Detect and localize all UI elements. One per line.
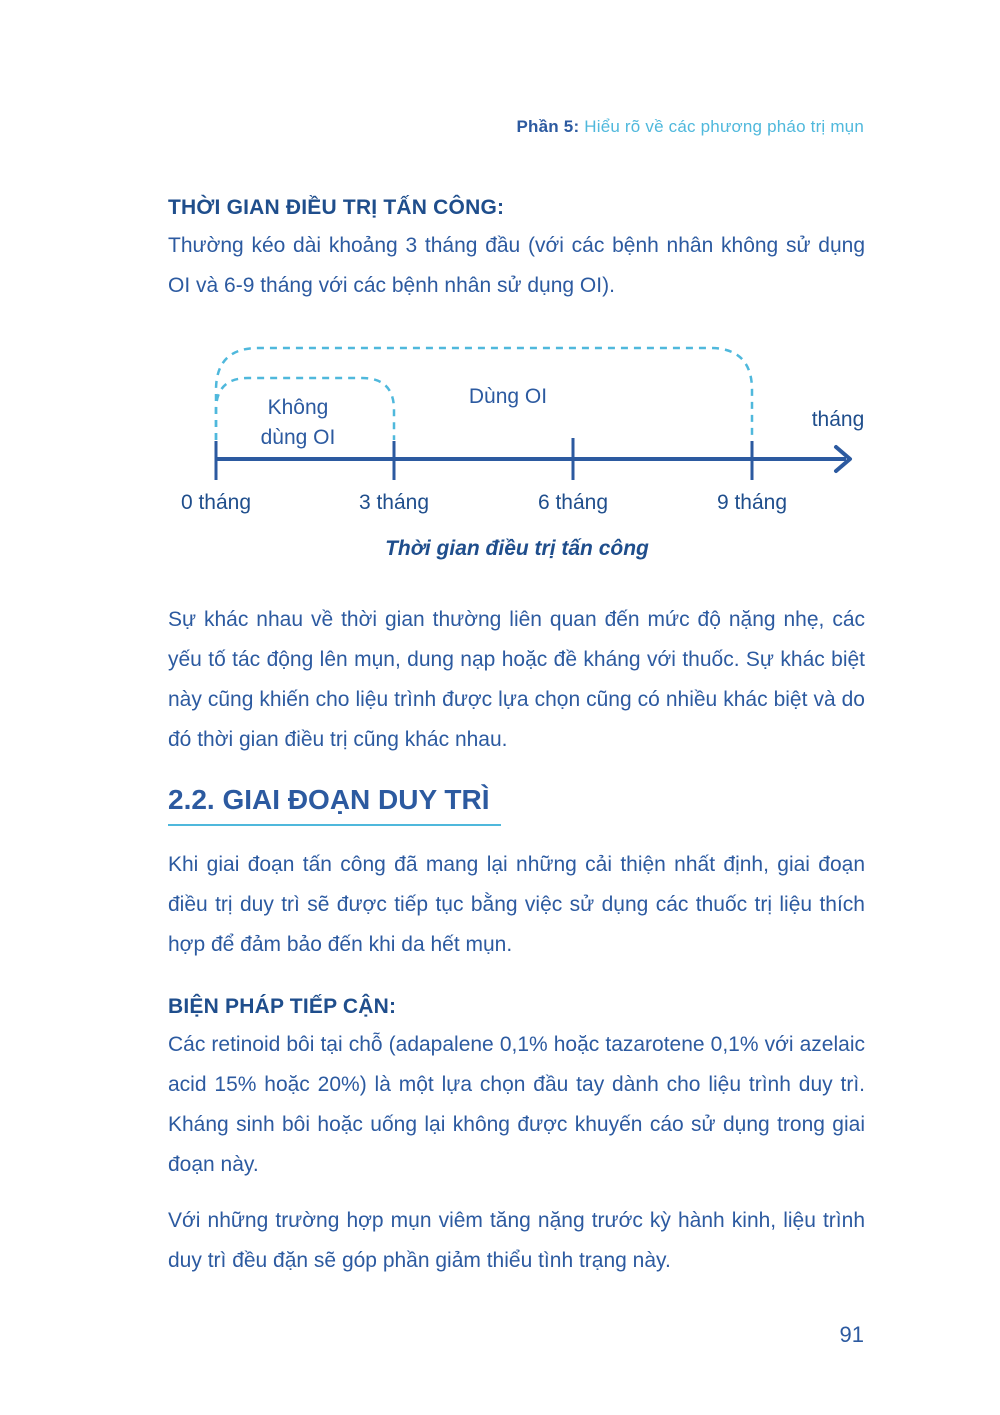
- tick-label-6: 6 tháng: [537, 491, 609, 514]
- attack-text: Thường kéo dài khoảng 3 tháng đầu (với các bệnh nhân không sử dụng OI và 6-9 tháng với các bệnh nhân sử dụng OI).: [168, 234, 865, 297]
- page-number: 91: [839, 1322, 864, 1347]
- diff-section: [168, 600, 865, 760]
- bracket-oi-label: Dùng OI: [468, 385, 548, 408]
- diagram-caption: Thời gian điều trị tấn công: [385, 537, 649, 560]
- approach-text-2: Với những trường hợp mụn viêm tăng nặng trước kỳ hành kinh, liệu trình duy trì đều đặn sẽ góp phần giảm thiểu tình trạng này.: [168, 1209, 865, 1272]
- section-intro-text: Khi giai đoạn tấn công đã mang lại những cải thiện nhất định, giai đoạn điều trị duy trì sẽ được tiếp tục bằng việc sử dụng các thuốc trị liệu thích hợp để đảm bảo đến khi da hết mụn.: [168, 853, 865, 956]
- timeline-svg: [0, 330, 1000, 530]
- tick-label-3: 3 tháng: [358, 491, 430, 514]
- section-title: 2.2. GIAI ĐOẠN DUY TRÌ: [168, 784, 490, 815]
- axis-label: tháng: [811, 408, 865, 431]
- attack-section: [168, 196, 865, 306]
- approach-section: [168, 995, 865, 1281]
- bracket-no-oi-line2: dùng OI: [260, 426, 336, 449]
- attack-heading: THỜI GIAN ĐIỀU TRỊ TẤN CÔNG:: [168, 196, 505, 219]
- tick-label-0: 0 tháng: [180, 491, 252, 514]
- running-header: [517, 117, 865, 137]
- header-part: Phần 5:: [516, 117, 580, 136]
- approach-text-1: Các retinoid bôi tại chỗ (adapalene 0,1% hoặc tazarotene 0,1% với azelaic acid 15% hoặc 20%) là một lựa chọn đầu tay dành cho liệu trình duy trì. Kháng sinh bôi hoặc uống lại không được khuyến cáo sử dụng trong giai đoạn này.: [168, 1033, 865, 1176]
- approach-heading: BIỆN PHÁP TIẾP CẬN:: [168, 995, 397, 1018]
- section-underline: [168, 824, 501, 826]
- diff-text: Sự khác nhau về thời gian thường liên quan đến mức độ nặng nhẹ, các yếu tố tác động lên mụn, dung nạp hoặc đề kháng với thuốc. Sự khác biệt này cũng khiến cho liệu trình được lựa chọn cũng có nhiều khác biệt và do đó thời gian điều trị cũng khác nhau.: [168, 608, 865, 751]
- tick-label-9: 9 tháng: [716, 491, 788, 514]
- bracket-no-oi-line1: Không: [267, 396, 329, 419]
- header-title: Hiểu rõ về các phương pháo trị mụn: [584, 117, 864, 136]
- section-intro: [168, 845, 865, 965]
